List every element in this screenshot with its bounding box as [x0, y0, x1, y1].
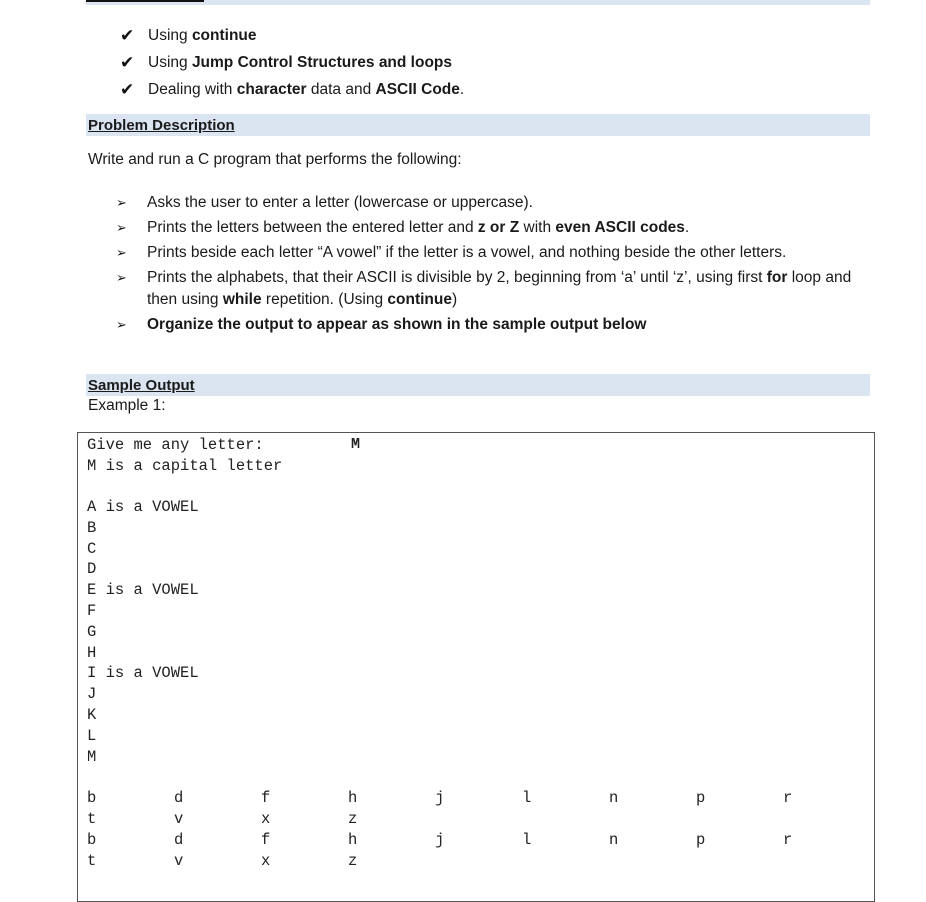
arrow-bullet-icon: ➢: [116, 245, 127, 260]
console-grid-cell: j: [435, 831, 445, 849]
console-letter-line: L: [87, 726, 97, 745]
console-grid-cell: x: [261, 852, 271, 870]
objective-item: [120, 49, 464, 76]
console-letter-line: D: [87, 560, 97, 579]
arrow-bullet-icon: ➢: [116, 195, 127, 210]
console-grid-cell: j: [435, 789, 445, 807]
console-grid-cell: r: [783, 789, 793, 807]
arrow-bullet-icon: ➢: [116, 270, 127, 285]
console-letter-line: E is a VOWEL: [87, 581, 199, 600]
console-grid-cell: t: [87, 852, 97, 870]
console-output-box: [77, 432, 875, 902]
requirement-item: ➢ Prints the alphabets, that their ASCII is divisible by 2, beginning from ‘a’ until ‘z’, using first for loop and then using while repetition. (Using continue): [116, 267, 866, 311]
objective-item: [120, 76, 464, 103]
sample-output-heading: Sample Output: [86, 374, 870, 396]
console-grid-cell: n: [609, 789, 619, 807]
console-letter-line: K: [87, 706, 97, 724]
console-grid-cell: p: [696, 789, 706, 807]
console-letter-line: H: [87, 643, 97, 662]
console-letter-line: F: [87, 602, 97, 620]
console-grid-cell: r: [783, 831, 793, 849]
console-grid-cell: n: [609, 831, 619, 849]
console-grid-cell: l: [522, 789, 532, 807]
checkmark-icon: ✔: [120, 25, 135, 45]
console-grid-cell: t: [87, 810, 97, 828]
checkmark-icon: ✔: [120, 79, 135, 99]
console-grid-cell: b: [87, 789, 97, 807]
console-letter-line: C: [87, 539, 97, 558]
console-letter-line: G: [87, 622, 97, 641]
console-letter-line: B: [87, 518, 97, 537]
console-grid-cell: b: [87, 831, 97, 849]
objective-text: Using Jump Control Structures and loops: [148, 53, 453, 71]
example-label: Example 1:: [88, 397, 166, 414]
console-grid-cell: v: [174, 810, 184, 828]
console-letter-line: A is a VOWEL: [87, 498, 199, 516]
arrow-bullet-icon: ➢: [116, 220, 127, 235]
requirement-item: ➢ Prints the letters between the entered letter and z or Z with even ASCII codes.: [116, 217, 866, 239]
console-user-input: M: [351, 436, 361, 453]
console-grid-cell: h: [348, 831, 358, 849]
requirement-item: ➢ Organize the output to appear as shown in the sample output below: [116, 314, 866, 336]
console-capital-line: M is a capital letter: [87, 457, 283, 475]
console-letter-line: J: [87, 685, 97, 704]
console-grid-cell: d: [174, 789, 184, 807]
console-prompt: Give me any letter:: [87, 436, 264, 454]
console-grid-cell: z: [348, 852, 358, 870]
console-grid-cell: v: [174, 852, 184, 870]
objective-text: Dealing with character data and ASCII Code.: [148, 80, 465, 98]
requirements-list: [116, 192, 866, 339]
console-grid-cell: l: [522, 831, 532, 849]
requirement-item: ➢ Asks the user to enter a letter (lowercase or uppercase).: [116, 192, 866, 214]
objectives-list: [120, 22, 464, 103]
console-letter-line: I is a VOWEL: [87, 664, 199, 683]
objective-item: [120, 22, 464, 49]
console-grid-cell: z: [348, 810, 358, 828]
console-grid-cell: f: [261, 789, 271, 807]
intro-text: Write and run a C program that performs the following:: [88, 151, 462, 168]
problem-description-heading: Problem Description: [86, 114, 870, 136]
console-grid-cell: h: [348, 789, 358, 807]
console-grid-cell: x: [261, 810, 271, 828]
console-grid-cell: p: [696, 831, 706, 849]
console-letter-line: M: [87, 747, 97, 766]
heading-underline-fragment: [86, 0, 204, 2]
arrow-bullet-icon: ➢: [116, 317, 127, 332]
console-grid-cell: d: [174, 831, 184, 849]
top-band: [86, 0, 870, 5]
checkmark-icon: ✔: [120, 52, 135, 72]
console-grid-cell: f: [261, 831, 271, 849]
objective-text: Using continue: [148, 26, 257, 44]
requirement-item: ➢ Prints beside each letter “A vowel” if the letter is a vowel, and nothing beside the other letters.: [116, 242, 866, 264]
